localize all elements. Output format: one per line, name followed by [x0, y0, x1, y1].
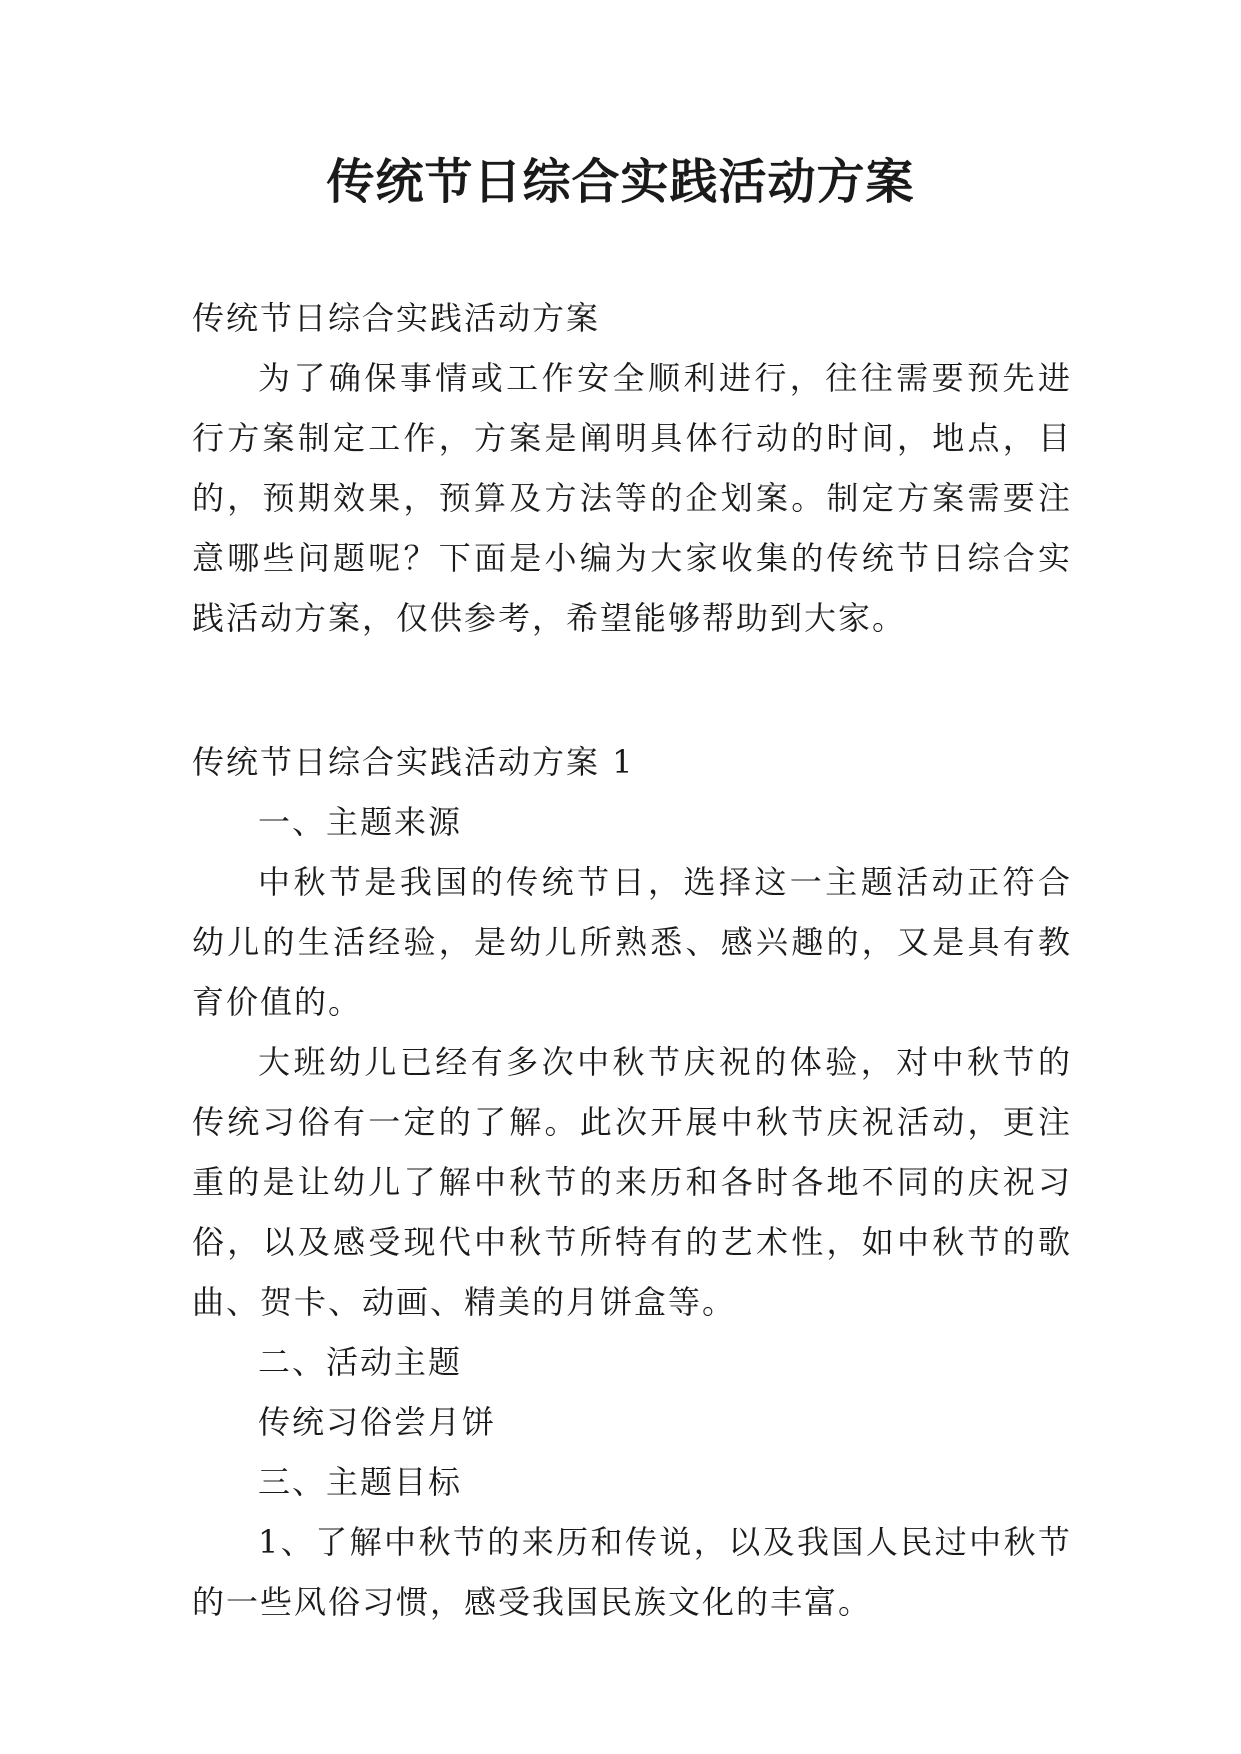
section-spacer — [192, 648, 1072, 732]
heading-theme-goals: 三、主题目标 — [258, 1463, 463, 1501]
paragraph-source-2: 大班幼儿已经有多次中秋节庆祝的体验，对中秋节的传统习俗有一定的了解。此次开展中秋节庆祝活动，更注重的是让幼儿了解中秋节的来历和各时各地不同的庆祝习俗，以及感受现代中秋节所特有的艺术性，如中秋节的歌曲、贺卡、动画、精美的月饼盒等。 — [192, 1043, 1072, 1321]
paragraph-source-1: 中秋节是我国的传统节日，选择这一主题活动正符合幼儿的生活经验，是幼儿所熟悉、感兴趣的，又是具有教育价值的。 — [192, 863, 1072, 1021]
section-1-title: 传统节日综合实践活动方案 1 — [192, 743, 635, 781]
document-subtitle: 传统节日综合实践活动方案 — [192, 299, 601, 337]
heading-theme-source: 一、主题来源 — [258, 803, 463, 841]
activity-theme-text: 传统习俗尝月饼 — [258, 1403, 497, 1441]
intro-paragraph: 为了确保事情或工作安全顺利进行，往往需要预先进行方案制定工作，方案是阐明具体行动的时间，地点，目的，预期效果，预算及方法等的企划案。制定方案需要注意哪些问题呢？下面是小编为大家收集的传统节日综合实践活动方案，仅供参考，希望能够帮助到大家。 — [192, 359, 1072, 637]
heading-activity-theme: 二、活动主题 — [258, 1343, 463, 1381]
document-title: 传统节日综合实践活动方案 — [326, 154, 915, 210]
document-body — [192, 288, 1072, 1632]
goal-item-1: 1、了解中秋节的来历和传说，以及我国人民过中秋节的一些风俗习惯，感受我国民族文化的丰富。 — [192, 1523, 1072, 1621]
